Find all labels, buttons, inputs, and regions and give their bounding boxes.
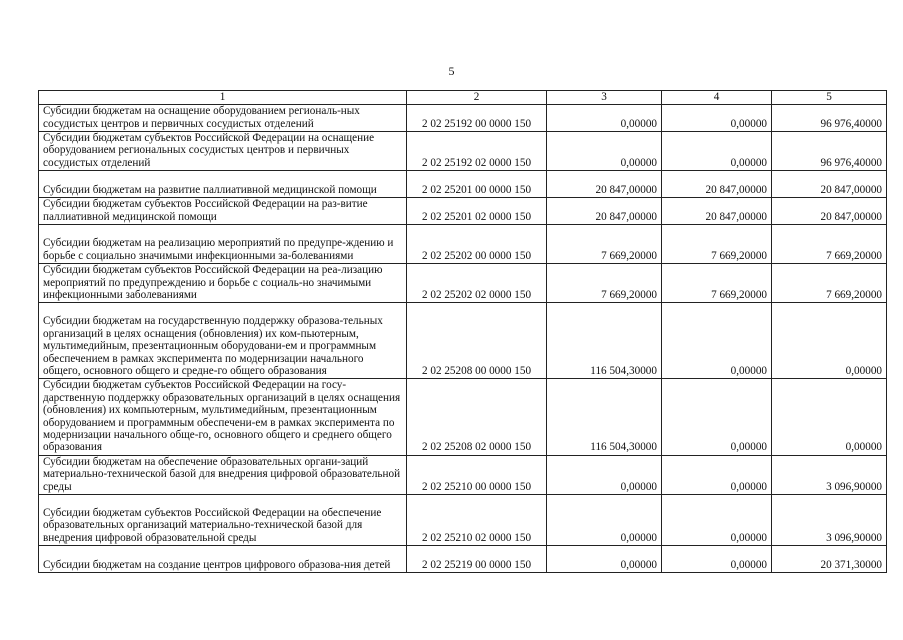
table-row [39, 379, 887, 455]
description-cell: Субсидии бюджетам на государственную поддержку образова-тельных организаций в целях оснащения (обновления) их ком-пьютерным, мультимедийным, презентационным оборудовани-ем и программным обеспечением в рамках эксперимента по модернизации начального общего, основного общего и средне-го общего образования [39, 303, 407, 379]
table-row [39, 198, 887, 225]
header-cell-2: 2 [407, 91, 547, 105]
amount-cell-4: 20 847,00000 [662, 171, 772, 198]
description-cell: Субсидии бюджетам на оснащение оборудованием региональ-ных сосудистых центров и первичных сосудистых отделений [39, 105, 407, 132]
amount-cell-4: 0,00000 [662, 455, 772, 494]
page-number: 5 [448, 64, 455, 78]
amount-cell-3: 7 669,20000 [547, 264, 662, 303]
amount-cell-5: 7 669,20000 [772, 225, 887, 264]
amount-cell-5: 96 976,40000 [772, 132, 887, 171]
code-cell: 2 02 25192 02 0000 150 [407, 132, 547, 171]
description-cell: Субсидии бюджетам на обеспечение образовательных органи-заций материально-технической базой для внедрения цифровой образовательной среды [39, 455, 407, 494]
code-cell: 2 02 25201 02 0000 150 [407, 198, 547, 225]
amount-cell-3: 0,00000 [547, 132, 662, 171]
description-cell: Субсидии бюджетам на создание центров цифрового образова-ния детей [39, 546, 407, 573]
amount-cell-4: 7 669,20000 [662, 225, 772, 264]
amount-cell-3: 0,00000 [547, 546, 662, 573]
description-cell: Субсидии бюджетам субъектов Российской Федерации на раз-витие паллиативной медицинской помощи [39, 198, 407, 225]
code-cell: 2 02 25219 00 0000 150 [407, 546, 547, 573]
table-row [39, 264, 887, 303]
description-cell: Субсидии бюджетам субъектов Российской Федерации на реа-лизацию мероприятий по предупреждению и борьбе с социаль-но значимыми инфекционными заболеваниями [39, 264, 407, 303]
description-cell: Субсидии бюджетам субъектов Российской Федерации на госу-дарственную поддержку образовательных организаций в целях оснащения (обновления) их компьютерным, мультимедийным, презентационным оборудованием и программным обеспечени-ем в рамках эксперимента по модернизации начального обще-го, основного общего и среднего общего образования [39, 379, 407, 455]
amount-cell-5: 3 096,90000 [772, 495, 887, 546]
amount-cell-4: 7 669,20000 [662, 264, 772, 303]
amount-cell-4: 0,00000 [662, 105, 772, 132]
amount-cell-5: 0,00000 [772, 379, 887, 455]
description-cell: Субсидии бюджетам на развитие паллиативной медицинской помощи [39, 171, 407, 198]
amount-cell-3: 0,00000 [547, 455, 662, 494]
table-row [39, 225, 887, 264]
budget-table [38, 90, 887, 573]
code-cell: 2 02 25202 02 0000 150 [407, 264, 547, 303]
amount-cell-3: 20 847,00000 [547, 171, 662, 198]
header-cell-1: 1 [39, 91, 407, 105]
code-cell: 2 02 25192 00 0000 150 [407, 105, 547, 132]
amount-cell-5: 20 847,00000 [772, 171, 887, 198]
code-cell: 2 02 25208 02 0000 150 [407, 379, 547, 455]
amount-cell-5: 7 669,20000 [772, 264, 887, 303]
code-cell: 2 02 25210 00 0000 150 [407, 455, 547, 494]
amount-cell-5: 0,00000 [772, 303, 887, 379]
amount-cell-4: 0,00000 [662, 132, 772, 171]
amount-cell-3: 116 504,30000 [547, 379, 662, 455]
code-cell: 2 02 25201 00 0000 150 [407, 171, 547, 198]
amount-cell-4: 0,00000 [662, 546, 772, 573]
table-row [39, 495, 887, 546]
header-cell-5: 5 [772, 91, 887, 105]
table-row [39, 105, 887, 132]
amount-cell-5: 20 847,00000 [772, 198, 887, 225]
table-row [39, 171, 887, 198]
header-cell-3: 3 [547, 91, 662, 105]
code-cell: 2 02 25210 02 0000 150 [407, 495, 547, 546]
code-cell: 2 02 25208 00 0000 150 [407, 303, 547, 379]
table-row [39, 546, 887, 573]
amount-cell-3: 116 504,30000 [547, 303, 662, 379]
table-row [39, 455, 887, 494]
header-cell-4: 4 [662, 91, 772, 105]
table-header-row [39, 91, 887, 105]
amount-cell-3: 0,00000 [547, 105, 662, 132]
description-cell: Субсидии бюджетам на реализацию мероприятий по предупре-ждению и борьбе с социально значимыми инфекционными за-болеваниями [39, 225, 407, 264]
amount-cell-4: 0,00000 [662, 495, 772, 546]
description-cell: Субсидии бюджетам субъектов Российской Федерации на оснащение оборудованием региональных сосудистых центров и первичных сосудистых отделений [39, 132, 407, 171]
amount-cell-3: 7 669,20000 [547, 225, 662, 264]
amount-cell-3: 20 847,00000 [547, 198, 662, 225]
amount-cell-4: 0,00000 [662, 303, 772, 379]
amount-cell-4: 0,00000 [662, 379, 772, 455]
code-cell: 2 02 25202 00 0000 150 [407, 225, 547, 264]
amount-cell-5: 3 096,90000 [772, 455, 887, 494]
amount-cell-5: 96 976,40000 [772, 105, 887, 132]
amount-cell-4: 20 847,00000 [662, 198, 772, 225]
table-row [39, 132, 887, 171]
table-row [39, 303, 887, 379]
amount-cell-3: 0,00000 [547, 495, 662, 546]
description-cell: Субсидии бюджетам субъектов Российской Федерации на обеспечение образовательных организаций материально-технической базой для внедрения цифровой образовательной среды [39, 495, 407, 546]
amount-cell-5: 20 371,30000 [772, 546, 887, 573]
